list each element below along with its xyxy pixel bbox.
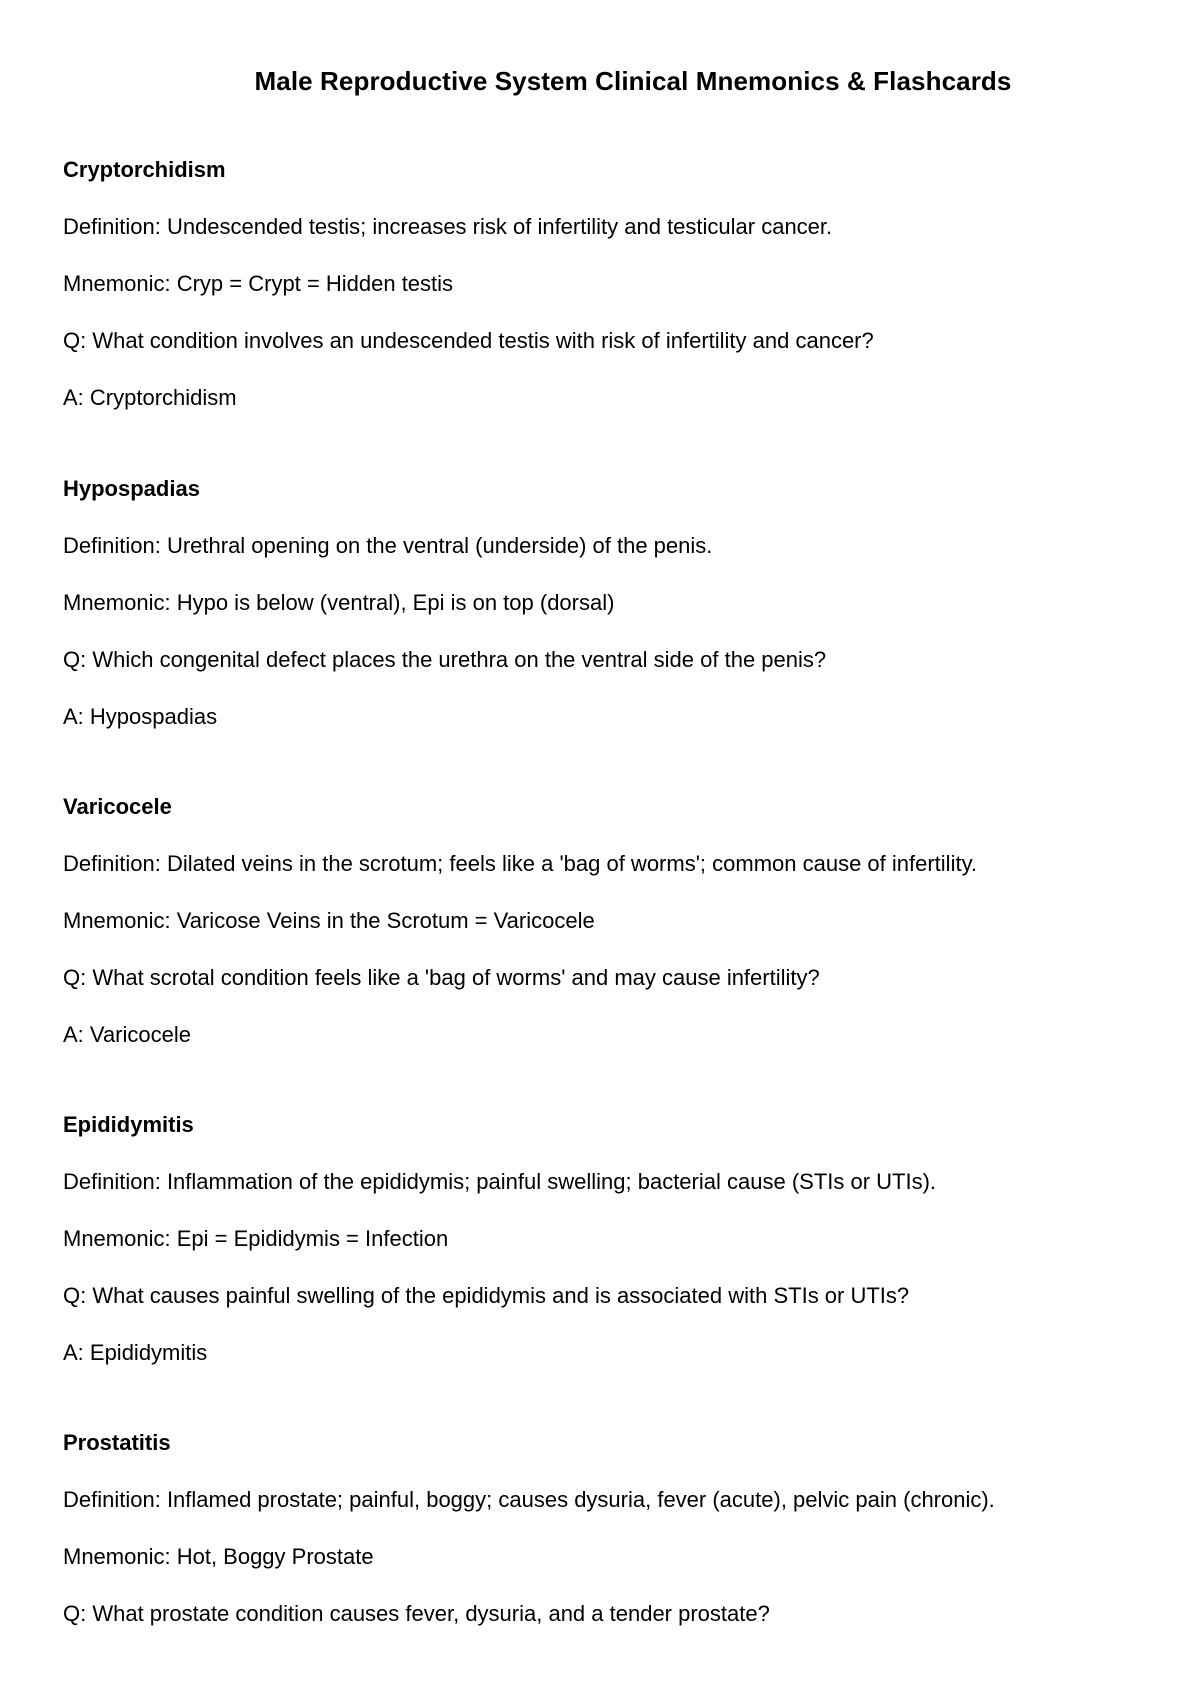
definition-text: Definition: Urethral opening on the ventral (underside) of the penis. <box>63 533 713 558</box>
question-text: Q: What condition involves an undescended testis with risk of infertility and cancer? <box>63 328 874 353</box>
answer-text: A: Cryptorchidism <box>63 385 237 410</box>
question-text: Q: What scrotal condition feels like a 'bag of worms' and may cause infertility? <box>63 965 820 990</box>
section-heading: Varicocele <box>63 794 172 819</box>
flashcard-section-prostatitis <box>63 1428 1163 1656</box>
definition-text: Definition: Undescended testis; increases risk of infertility and testicular cancer. <box>63 214 833 239</box>
answer-text: A: Hypospadias <box>63 704 218 729</box>
question-text: Q: Which congenital defect places the urethra on the ventral side of the penis? <box>63 647 827 672</box>
definition-text: Definition: Inflamed prostate; painful, boggy; causes dysuria, fever (acute), pelvic pain (chronic). <box>63 1487 995 1512</box>
flashcard-section-cryptorchidism <box>63 155 1163 440</box>
section-heading: Epididymitis <box>63 1112 194 1137</box>
definition-text: Definition: Dilated veins in the scrotum; feels like a 'bag of worms'; common cause of infertility. <box>63 851 978 876</box>
section-heading: Cryptorchidism <box>63 157 226 182</box>
flashcard-section-epididymitis <box>63 1110 1163 1395</box>
document-title: Male Reproductive System Clinical Mnemonics & Flashcards <box>254 66 1012 96</box>
mnemonic-text: Mnemonic: Epi = Epididymis = Infection <box>63 1226 449 1251</box>
answer-text: A: Epididymitis <box>63 1340 208 1365</box>
mnemonic-text: Mnemonic: Hypo is below (ventral), Epi is on top (dorsal) <box>63 590 615 615</box>
question-text: Q: What causes painful swelling of the epididymis and is associated with STIs or UTIs? <box>63 1283 910 1308</box>
mnemonic-text: Mnemonic: Hot, Boggy Prostate <box>63 1544 374 1569</box>
flashcard-section-hypospadias <box>63 474 1163 759</box>
section-heading: Hypospadias <box>63 476 200 501</box>
definition-text: Definition: Inflammation of the epididymis; painful swelling; bacterial cause (STIs or UTIs). <box>63 1169 937 1194</box>
section-heading: Prostatitis <box>63 1430 171 1455</box>
mnemonic-text: Mnemonic: Varicose Veins in the Scrotum = Varicocele <box>63 908 595 933</box>
flashcard-section-varicocele <box>63 792 1163 1077</box>
mnemonic-text: Mnemonic: Cryp = Crypt = Hidden testis <box>63 271 454 296</box>
question-text: Q: What prostate condition causes fever, dysuria, and a tender prostate? <box>63 1601 770 1626</box>
answer-text: A: Varicocele <box>63 1022 191 1047</box>
